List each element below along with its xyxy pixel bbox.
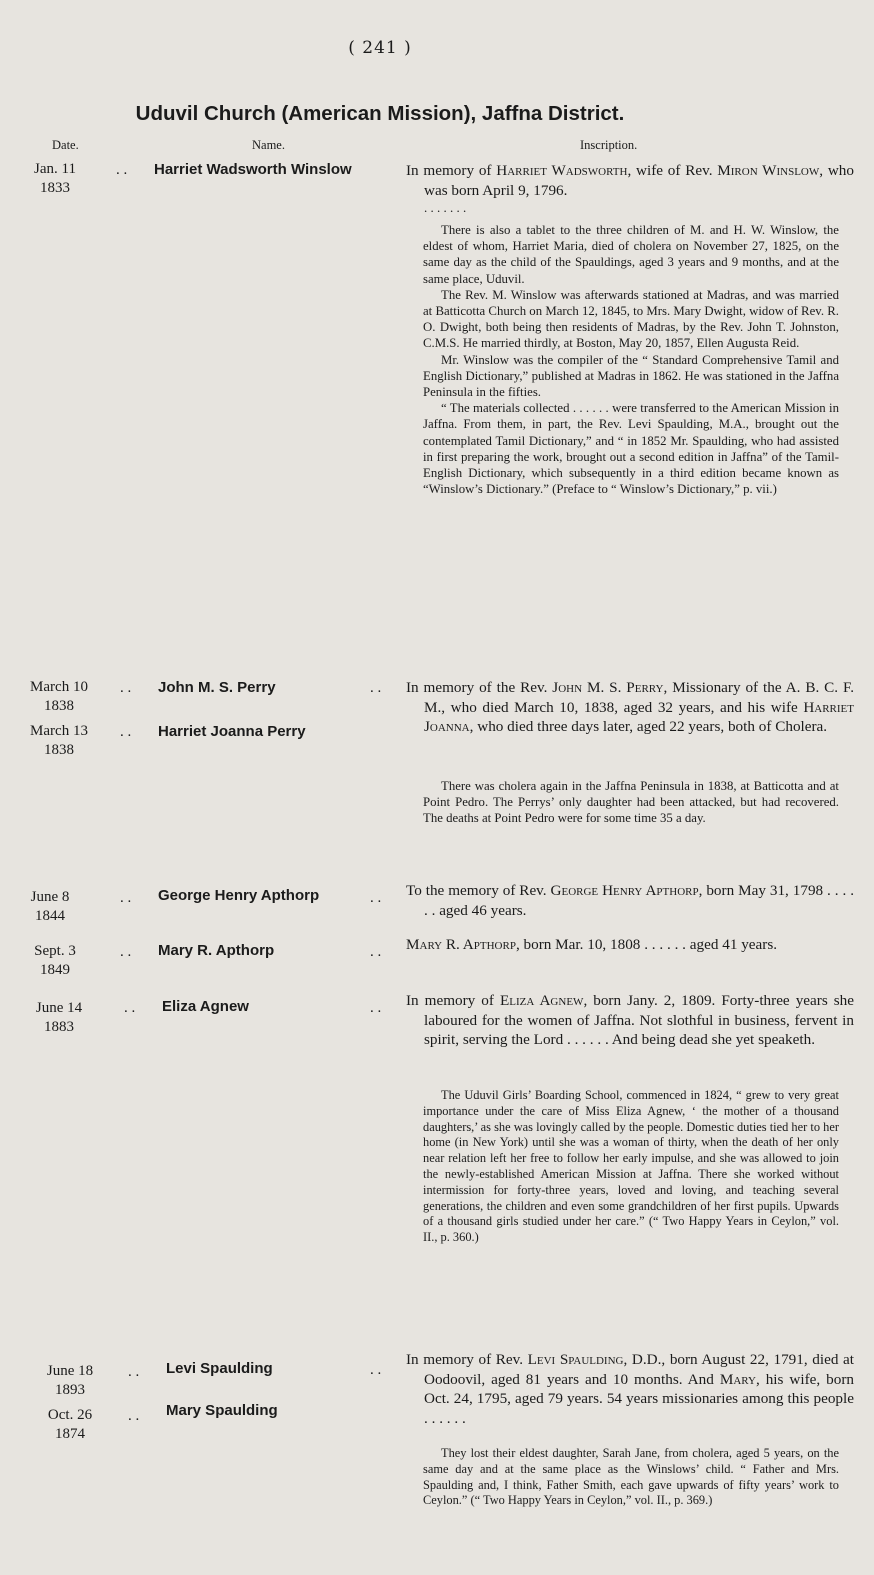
inscription-name: Miron Winslow [717, 162, 820, 179]
column-header-date: Date. [52, 138, 79, 152]
separator: . . [370, 890, 382, 906]
inscription-text: In memory of [406, 992, 500, 1009]
date-day: June 14 [35, 1000, 83, 1016]
entry-name: Mary Spaulding [166, 1402, 278, 1419]
note-paragraph: They lost their eldest daughter, Sarah Jane, from cholera, aged 5 years, on the same day and at the same place as the Winslows’ child. “ Father and Mrs. Spaulding and, I think, Father Smith, each gave upwards of fifty years’ work to Ceylon.” (“ Two Happy Years in Ceylon,” vol. II., p. 369.) [423, 1446, 839, 1508]
inscription-name: Eliza Agnew [499, 992, 584, 1009]
inscription [406, 881, 854, 920]
separator: . . [120, 890, 132, 906]
inscription-name: George Henry Apthorp [550, 882, 699, 899]
inscription-text: In memory of the Rev. [406, 679, 553, 696]
entry-name: Levi Spaulding [166, 1360, 273, 1377]
inscription-name: Mary R. Apthorp [406, 936, 516, 953]
inscription-name: Harriet Wadsworth [496, 162, 628, 179]
date-year: 1844 [35, 908, 65, 924]
inscription-note [423, 222, 839, 497]
column-header-name: Name. [252, 138, 285, 152]
entry-name: Harriet Joanna Perry [158, 723, 306, 740]
date-year: 1874 [55, 1426, 85, 1442]
entry-name: George Henry Apthorp [158, 887, 320, 904]
column-header-inscription: Inscription. [580, 138, 638, 152]
date-year: 1833 [40, 180, 70, 196]
inscription-text: , wife of Rev. [627, 162, 718, 179]
entry-date [20, 942, 90, 980]
entry-name: Eliza Agnew [162, 998, 249, 1015]
separator: . . [370, 680, 382, 696]
inscription-text: To the memory of Rev. [406, 882, 551, 899]
date-day: March 13 [30, 723, 88, 739]
inscription [406, 678, 854, 737]
ellipsis: . . . . . . . [424, 200, 467, 215]
inscription-text: , born Mar. 10, 1808 . . . . . . aged 41 years. [515, 936, 778, 953]
note-paragraph: Mr. Winslow was the compiler of the “ Standard Comprehensive Tamil and English Dictionary,” published at Madras in 1862. He was stationed in the Jaffna Peninsula in the fifties. [423, 352, 839, 400]
separator: . . [128, 1364, 140, 1380]
inscription-text: , born Jany. 2, 1809. Forty-three years she laboured for the women of Jaffna. Not slothful in business, fervent in spirit, serving the Lord . . . . . . And being dead she yet speaketh. [424, 992, 854, 1049]
inscription-note [423, 778, 839, 827]
entry-date [32, 1362, 108, 1400]
inscription-text: , his wife, born Oct. 24, 1795, aged 79 years. 54 years missionaries among this people . . . . . . [424, 1370, 854, 1427]
separator: . . [120, 944, 132, 960]
separator: . . [120, 680, 132, 696]
separator: . . [370, 1000, 382, 1016]
inscription-name: Mary [719, 1370, 756, 1388]
entry-date [20, 160, 90, 198]
entry-name: Harriet Wadsworth Winslow [154, 161, 352, 178]
date-day: March 10 [30, 679, 88, 695]
date-day: Sept. 3 [34, 943, 76, 959]
inscription [406, 161, 854, 200]
entry-date [20, 888, 80, 926]
inscription-note [423, 1088, 839, 1246]
inscription [406, 991, 854, 1050]
entry-date [14, 678, 104, 716]
date-day: June 8 [30, 889, 70, 905]
entry-date [32, 1406, 108, 1444]
inscription-text: In memory of Rev. [406, 1351, 528, 1368]
separator: . . [124, 1000, 136, 1016]
date-day: Jan. 11 [34, 161, 76, 177]
inscription-text: , D.D., born August 22, 1791, died at Oodoovil, aged 81 years and 10 months. And [424, 1351, 854, 1388]
date-year: 1893 [55, 1382, 85, 1398]
separator: . . [116, 162, 128, 178]
date-day: Oct. 26 [47, 1407, 93, 1423]
date-year: 1838 [44, 742, 74, 758]
note-paragraph: “ The materials collected . . . . . . were transferred to the American Mission in Jaffna. From them, in part, the Rev. Levi Spaulding, M.A., brought out the contemplated Tamil Dictionary,” and “ in 1852 Mr. Spaulding, who had assisted in first preparing the work, brought out a second edition in Jaffna” of the Tamil-English Dictionary, which subsequently in a third edition became known as “Winslow’s Dictionary.” (Preface to “ Winslow’s Dictionary,” p. vii.) [423, 401, 839, 497]
page-title: Uduvil Church (American Mission), Jaffna District. [135, 102, 625, 125]
inscription-text: , who was born April 9, 1796. [424, 162, 854, 199]
inscription-text: , born May 31, 1798 . . . . . . aged 46 years. [424, 882, 854, 919]
entry-date [14, 722, 104, 760]
inscription-text: , who died three days later, aged 22 years, both of Cholera. [469, 718, 828, 736]
inscription-note [423, 1446, 839, 1509]
date-year: 1838 [44, 698, 74, 714]
note-paragraph: The Uduvil Girls’ Boarding School, commenced in 1824, “ grew to very great importance under the care of Miss Eliza Agnew, ‘ the mother of a thousand daughters,’ as she was lovingly called by the people. Domestic duties tied her to her home (in New York) until she was a woman of thirty, when the death of her only near relation left her free to follow her early impulse, and she was allowed to join the newly-established American Mission at Jaffna. There she worked without intermission for forty-three years, loved and loving, and teaching several generations, the children and even some grandchildren of her first pupils. Upwards of a thousand girls studied under her care.” (“ Two Happy Years in Ceylon,” vol. II., p. 360.) [423, 1088, 839, 1245]
inscription-text: In memory of [406, 162, 497, 179]
separator: . . [370, 944, 382, 960]
note-paragraph: There was cholera again in the Jaffna Peninsula in 1838, at Batticotta and at Point Pedro. The Perrys’ only daughter had been attacked, but had recovered. The deaths at Point Pedro were for some time 35 a day. [423, 779, 839, 826]
separator: . . [370, 1362, 382, 1378]
note-paragraph: There is also a tablet to the three children of M. and H. W. Winslow, the eldest of whom, Harriet Maria, died of cholera on November 27, 1825, on the same day as the child of the Spauldings, aged 3 years and 9 months, and at the same place, Uduvil. [423, 223, 839, 286]
separator: . . [128, 1408, 140, 1424]
separator: . . [120, 724, 132, 740]
entry-name: John M. S. Perry [158, 679, 276, 696]
inscription-name: John M. S. Perry [552, 679, 664, 696]
inscription [406, 1350, 854, 1428]
inscription-name: Harriet Joanna [424, 698, 854, 736]
date-day: June 18 [46, 1363, 94, 1379]
inscription [406, 935, 854, 955]
page-number: ( 241 ) [348, 38, 412, 58]
entry-name: Mary R. Apthorp [158, 942, 275, 959]
date-year: 1849 [40, 962, 70, 978]
date-year: 1883 [44, 1019, 74, 1035]
note-paragraph: The Rev. M. Winslow was afterwards stationed at Madras, and was married at Batticotta Church on March 12, 1845, to Mrs. Mary Dwight, widow of Rev. R. O. Dwight, both being then residents of Madras, by the Rev. John T. Johnston, C.M.S. He married thirdly, at Boston, May 20, 1857, Ellen Augusta Reid. [423, 287, 839, 351]
entry-date [24, 999, 94, 1037]
inscription-text: , Missionary of the A. B. C. F. M., who died March 10, 1838, aged 32 years, and his wife [424, 679, 855, 716]
inscription-name: Levi Spaulding [527, 1351, 624, 1368]
